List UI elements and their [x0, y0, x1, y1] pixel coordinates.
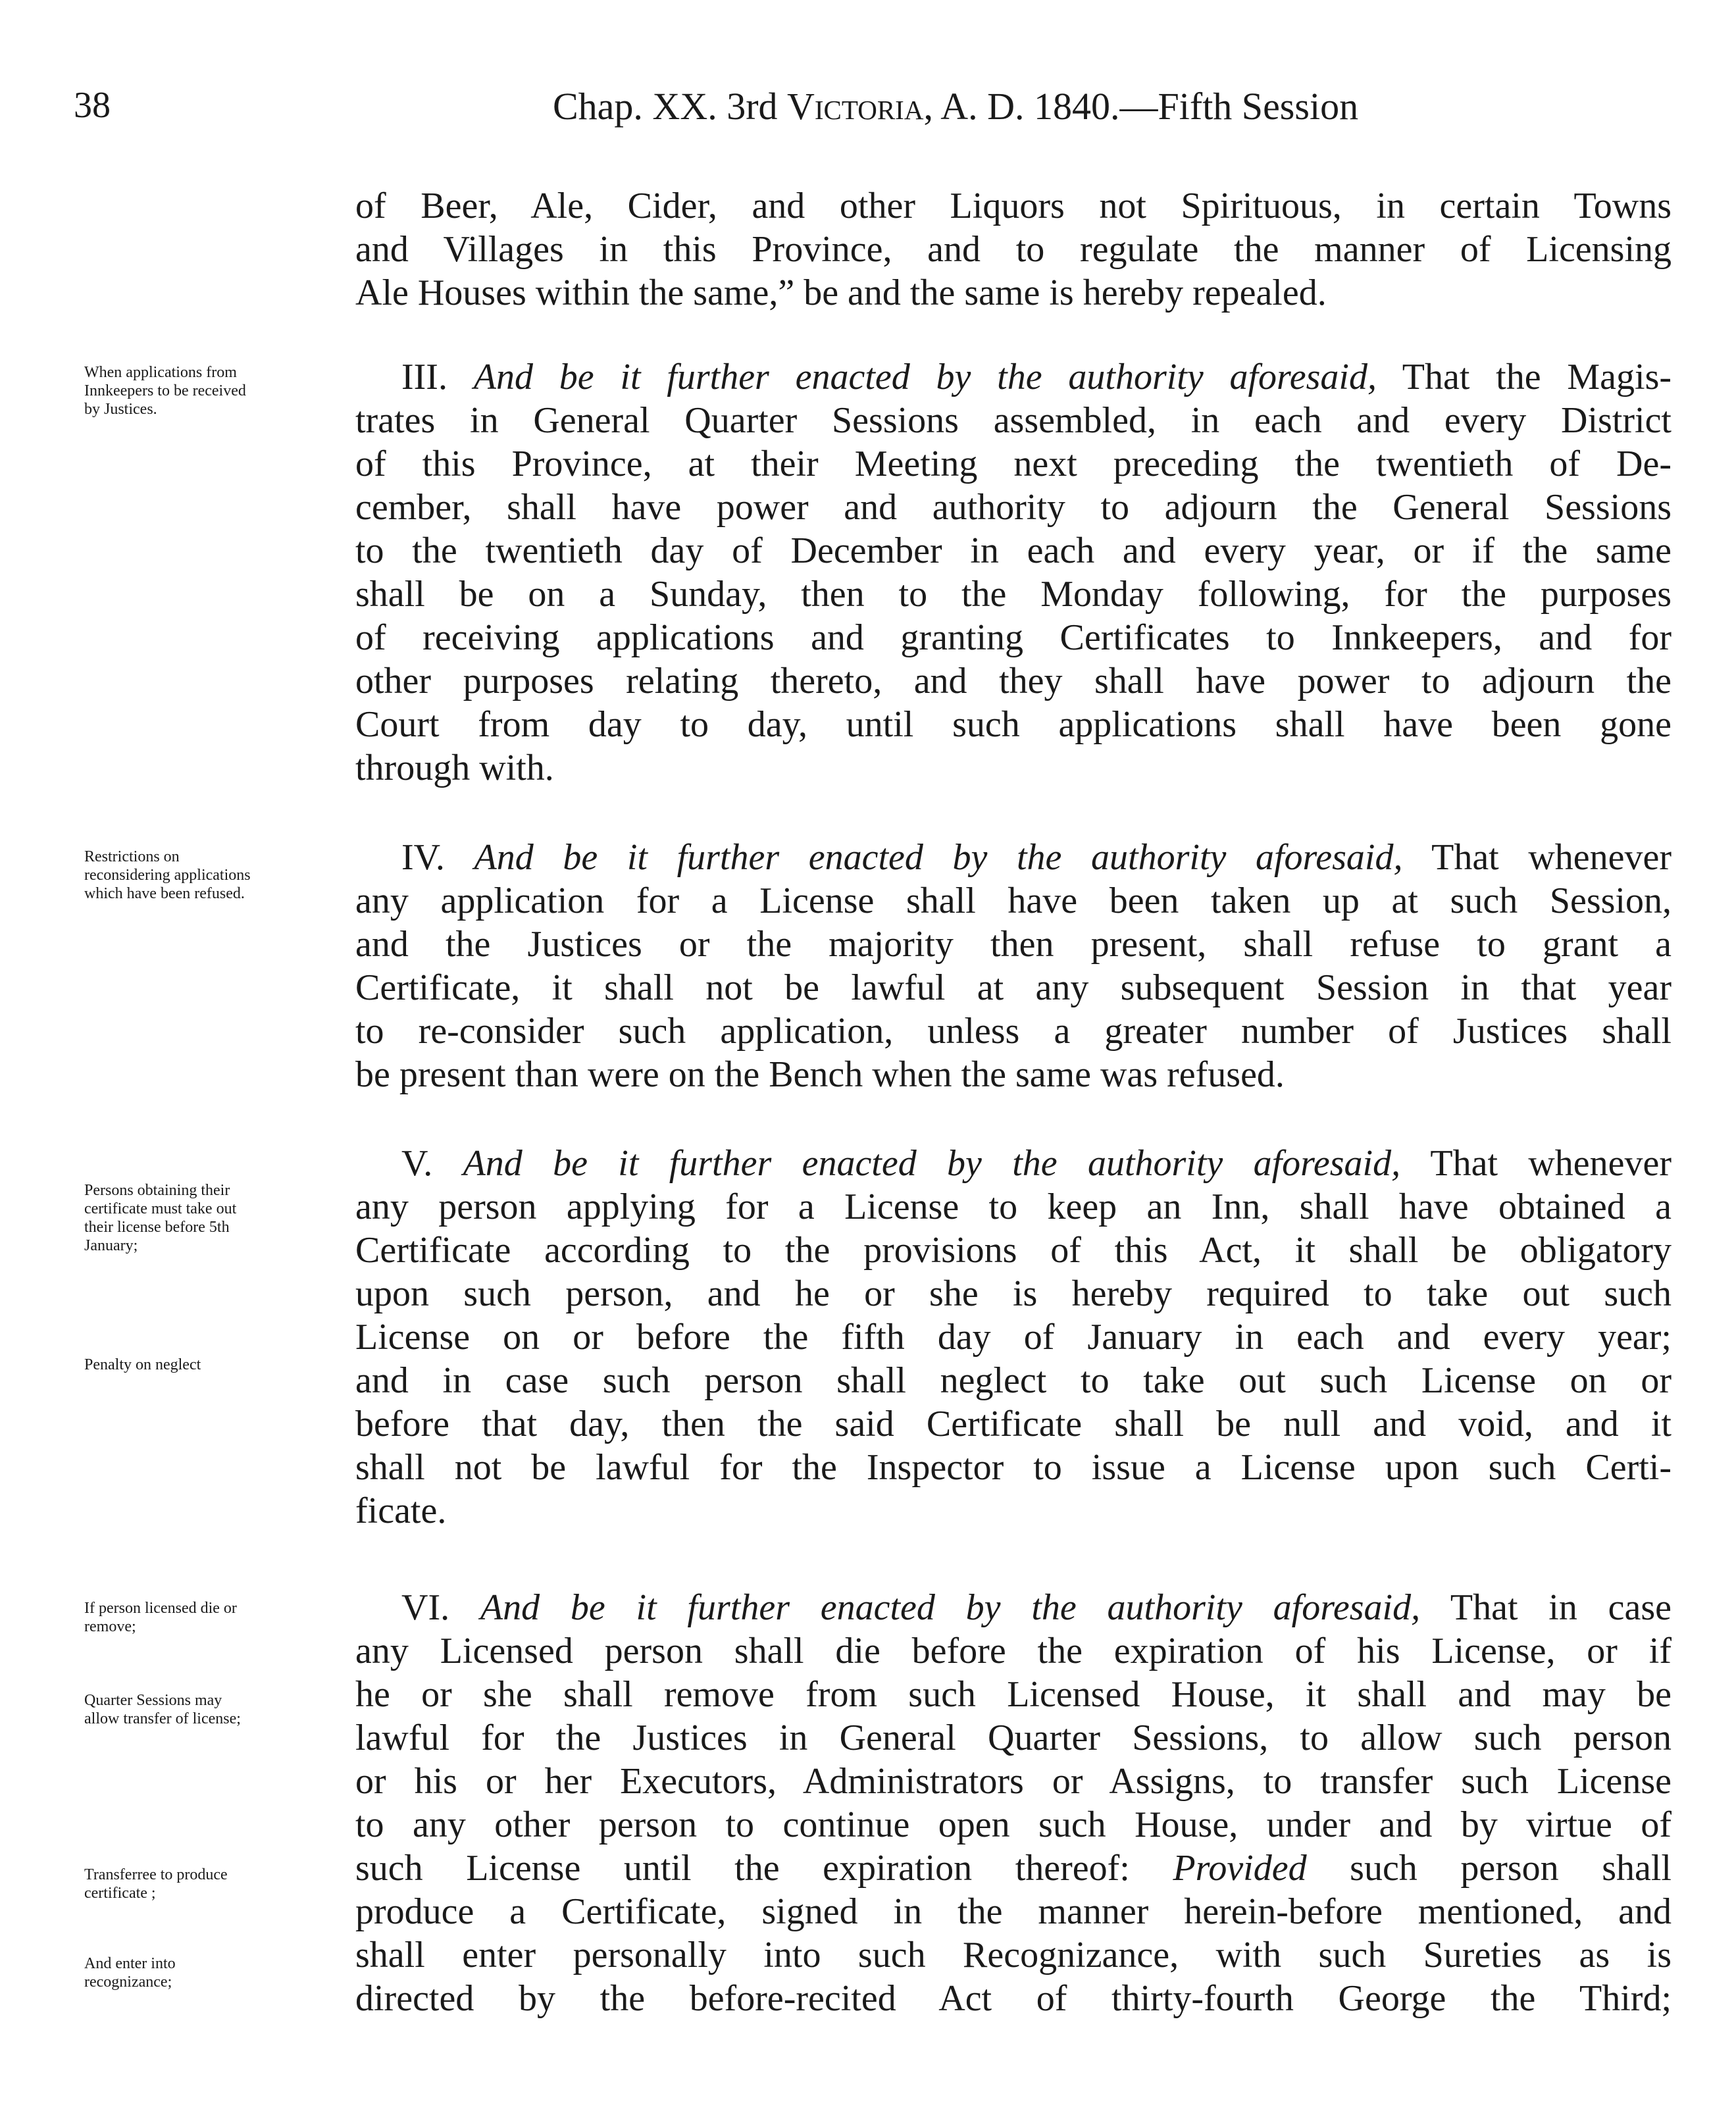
running-head — [553, 84, 1358, 128]
text-line: shall be on a Sunday, then to the Monday following, for the purposes — [355, 574, 1672, 615]
text-line: cember, shall have power and authority to adjourn the General Sessions — [355, 487, 1672, 528]
text-line: any person applying for a License to keep an Inn, shall have obtained a — [355, 1186, 1672, 1227]
text-line: before that day, then the said Certificate shall be null and void, and it — [355, 1404, 1672, 1444]
text-line: ficate. — [355, 1490, 447, 1531]
enacting-clause: And be it further enacted by the authority aforesaid, — [463, 1143, 1401, 1184]
margin-note-line: Transferree to produce — [84, 1866, 228, 1883]
margin-note — [84, 1954, 361, 1991]
text-line: be present than were on the Bench when the same was refused. — [355, 1054, 1285, 1095]
margin-note — [84, 1599, 361, 1636]
text-line: Certificate according to the provisions of this Act, it shall be obligatory — [355, 1230, 1672, 1271]
text-line: upon such person, and he or she is hereby required to take out such — [355, 1273, 1672, 1314]
section-number: VI. — [401, 1587, 450, 1628]
margin-note-line: remove; — [84, 1618, 136, 1635]
enacting-clause: And be it further enacted by the authority aforesaid, — [473, 357, 1377, 397]
margin-note-line: When applications from — [84, 364, 237, 381]
margin-note-line: allow transfer of license; — [84, 1710, 241, 1727]
margin-note-line: Restrictions on — [84, 848, 180, 865]
text-line: any Licensed person shall die before the expiration of his License, or if — [355, 1631, 1672, 1671]
text-fragment: That whenever — [1430, 1143, 1672, 1184]
text-fragment: such License until the expiration thereof: — [355, 1848, 1173, 1889]
text-line: or his or her Executors, Administrators or Assigns, to transfer such License — [355, 1761, 1672, 1802]
margin-note-line: Penalty on neglect — [84, 1356, 201, 1373]
page-number: 38 — [74, 85, 111, 126]
text-fragment: That in case — [1450, 1587, 1672, 1628]
running-head-chapter: Chap. XX. 3rd — [553, 85, 788, 128]
text-line: Ale Houses within the same,” be and the same is hereby repealed. — [355, 272, 1327, 313]
section-number: III. — [401, 357, 447, 397]
section-V — [355, 1142, 1672, 1533]
text-line: License on or before the fifth day of January in each and every year; — [355, 1317, 1672, 1358]
text-line: to any other person to continue open such House, under and by virtue of — [355, 1804, 1672, 1845]
text-line: of receiving applications and granting Certificates to Innkeepers, and for — [355, 617, 1672, 658]
margin-note-line: January; — [84, 1237, 138, 1254]
margin-note — [84, 1691, 361, 1728]
margin-note-line: which have been refused. — [84, 885, 245, 902]
margin-note-line: reconsidering applications — [84, 867, 251, 884]
margin-note-line: by Justices. — [84, 401, 157, 418]
text-line: Court from day to day, until such applications shall have been gone — [355, 704, 1672, 745]
provided-line — [355, 1846, 1672, 1890]
text-line: shall not be lawful for the Inspector to issue a License upon such Certi- — [355, 1447, 1672, 1488]
margin-note-line: certificate ; — [84, 1885, 156, 1902]
section-III — [355, 355, 1672, 790]
margin-note-line: Quarter Sessions may — [84, 1692, 222, 1709]
margin-note-line: their license before 5th — [84, 1219, 230, 1236]
section-number: IV. — [401, 837, 445, 878]
margin-note-line: certificate must take out — [84, 1200, 237, 1217]
intro-paragraph — [355, 184, 1672, 315]
enacting-clause: And be it further enacted by the authority aforesaid, — [480, 1587, 1421, 1628]
provided-word: Provided — [1173, 1848, 1307, 1889]
text-line: lawful for the Justices in General Quarter Sessions, to allow such person — [355, 1718, 1672, 1758]
section-first-line — [355, 836, 1672, 879]
margin-note-line: And enter into — [84, 1955, 176, 1972]
section-first-line — [355, 1586, 1672, 1629]
text-line: other purposes relating thereto, and they shall have power to adjourn the — [355, 661, 1672, 701]
text-fragment: That the Magis- — [1402, 357, 1672, 397]
text-line: to re-consider such application, unless a greater number of Justices shall — [355, 1011, 1672, 1052]
margin-note — [84, 848, 361, 903]
text-line: through with. — [355, 748, 554, 788]
section-first-line — [355, 355, 1672, 399]
text-fragment: That whenever — [1431, 837, 1672, 878]
text-line: directed by the before-recited Act of thirty-fourth George the Third; — [355, 1978, 1672, 2019]
text-line: and Villages in this Province, and to regulate the manner of Licensing — [355, 229, 1672, 270]
text-line: to the twentieth day of December in each and every year, or if the same — [355, 530, 1672, 571]
text-line: produce a Certificate, signed in the manner herein-before mentioned, and — [355, 1891, 1672, 1932]
text-line: and the Justices or the majority then present, shall refuse to grant a — [355, 924, 1672, 965]
text-line: any application for a License shall have been taken up at such Session, — [355, 880, 1672, 921]
section-first-line — [355, 1142, 1672, 1185]
section-IV — [355, 836, 1672, 1096]
margin-note — [84, 1181, 361, 1255]
text-line: of Beer, Ale, Cider, and other Liquors not Spirituous, in certain Towns — [355, 186, 1672, 226]
section-VI — [355, 1586, 1672, 2020]
margin-note — [84, 363, 361, 419]
text-line: Certificate, it shall not be lawful at any subsequent Session in that year — [355, 967, 1672, 1008]
margin-note-line: If person licensed die or — [84, 1600, 237, 1617]
text-line: and in case such person shall neglect to take out such License on or — [355, 1360, 1672, 1401]
margin-note-line: Innkeepers to be received — [84, 382, 246, 399]
text-line: trates in General Quarter Sessions assembled, in each and every District — [355, 400, 1672, 441]
running-head-victoria: Victoria — [787, 85, 924, 128]
margin-note-line: Persons obtaining their — [84, 1182, 230, 1199]
running-head-date: , A. D. 1840.—Fifth Session — [923, 85, 1359, 128]
enacting-clause: And be it further enacted by the authority aforesaid, — [474, 837, 1403, 878]
margin-note-line: recognizance; — [84, 1973, 172, 1991]
text-line: shall enter personally into such Recognizance, with such Sureties as is — [355, 1935, 1672, 1975]
margin-note — [84, 1866, 361, 1902]
text-line: he or she shall remove from such Licensed House, it shall and may be — [355, 1674, 1672, 1715]
text-line: of this Province, at their Meeting next preceding the twentieth of De- — [355, 444, 1672, 484]
margin-note — [84, 1356, 361, 1374]
text-fragment: such person shall — [1306, 1848, 1672, 1889]
section-number: V. — [401, 1143, 433, 1184]
